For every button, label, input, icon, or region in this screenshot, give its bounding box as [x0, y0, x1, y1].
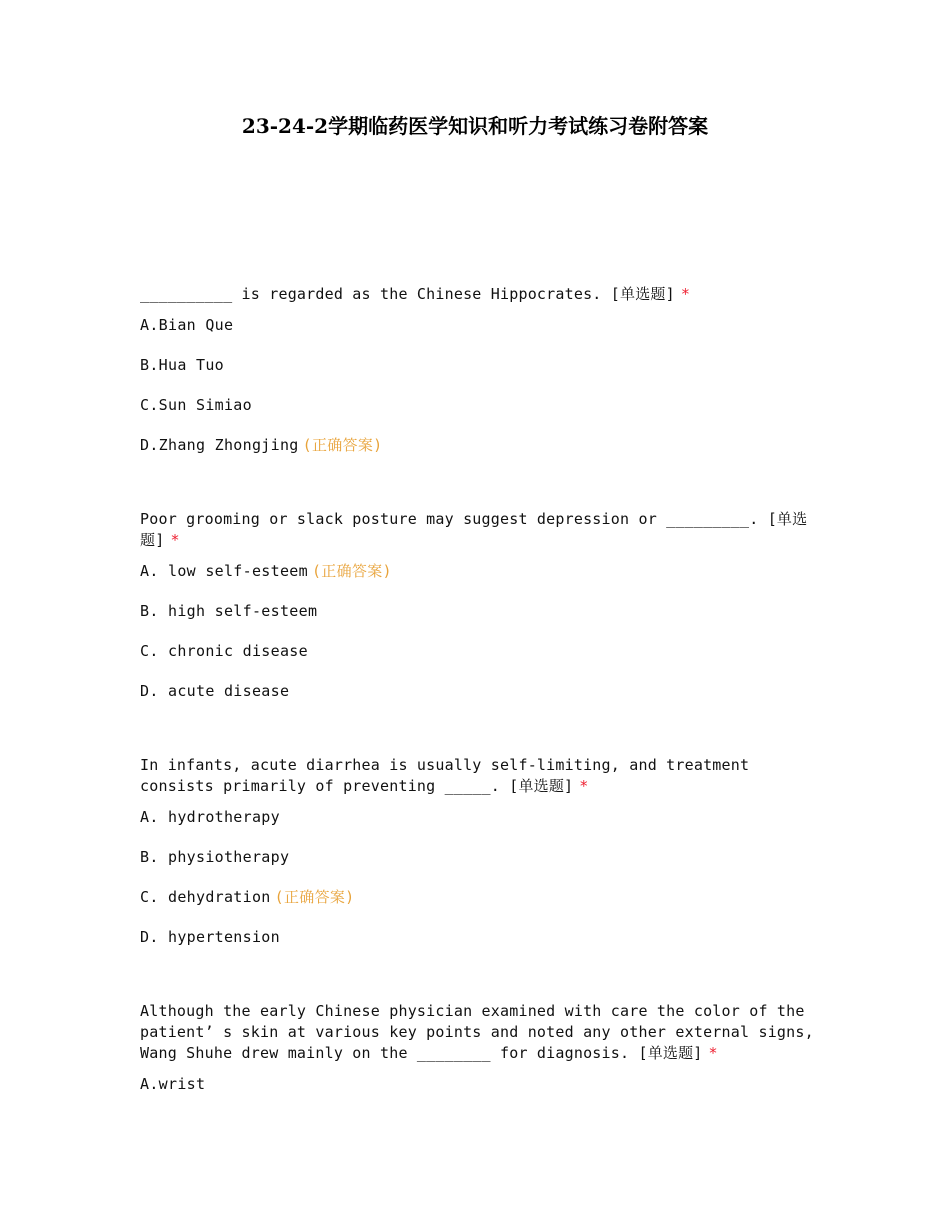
option-d[interactable] [140, 681, 820, 721]
option-label: A. hydrotherapy [140, 808, 280, 826]
option-label: A.Bian Que [140, 316, 234, 334]
option-b[interactable] [140, 847, 820, 887]
correct-answer-tag: (正确答案) [311, 562, 392, 580]
option-label: C.Sun Simiao [140, 396, 252, 414]
option-label: B.Hua Tuo [140, 356, 224, 374]
option-d[interactable] [140, 435, 820, 475]
question-stem: Poor grooming or slack posture may suggest depression or _________. [单选题] [140, 510, 808, 549]
required-marker: * [708, 1044, 718, 1062]
page-title: 23-24-2学期临药医学知识和听力考试练习卷附答案 [241, 114, 709, 138]
option-a[interactable] [140, 1074, 820, 1114]
question-stem: Although the early Chinese physician examined with care the color of the patient’ s skin at various key points and noted any other external signs, Wang Shuhe drew mainly on the ________ for diagnosis. [单选题] [140, 1002, 814, 1062]
option-b[interactable] [140, 355, 820, 395]
question-text [140, 755, 820, 797]
option-b[interactable] [140, 601, 820, 641]
option-a[interactable] [140, 561, 820, 601]
option-c[interactable] [140, 395, 820, 435]
question-3 [140, 755, 820, 967]
option-label: B. high self-esteem [140, 602, 318, 620]
option-label: D. acute disease [140, 682, 290, 700]
question-stem: In infants, acute diarrhea is usually self-limiting, and treatment consists primarily of preventing _____. [单选题] [140, 756, 750, 795]
correct-answer-tag: (正确答案) [274, 888, 355, 906]
option-a[interactable] [140, 807, 820, 847]
question-1 [140, 284, 820, 475]
question-text [140, 509, 820, 551]
option-label: B. physiotherapy [140, 848, 290, 866]
required-marker: * [170, 531, 180, 549]
correct-answer-tag: (正确答案) [302, 436, 383, 454]
option-a[interactable] [140, 315, 820, 355]
question-4 [140, 1001, 820, 1114]
required-marker: * [680, 285, 691, 303]
option-d[interactable] [140, 927, 820, 967]
option-label: C. chronic disease [140, 642, 308, 660]
option-label: A.wrist [140, 1075, 206, 1093]
option-label: A. low self-esteem [140, 562, 308, 580]
option-label: C. dehydration [140, 888, 271, 906]
question-text [140, 284, 820, 305]
option-label: D.Zhang Zhongjing [140, 436, 299, 454]
question-2 [140, 509, 820, 721]
option-c[interactable] [140, 887, 820, 927]
question-text [140, 1001, 820, 1064]
option-label: D. hypertension [140, 928, 280, 946]
required-marker: * [579, 777, 589, 795]
question-stem: __________ is regarded as the Chinese Hippocrates. [单选题] [140, 285, 675, 303]
option-c[interactable] [140, 641, 820, 681]
